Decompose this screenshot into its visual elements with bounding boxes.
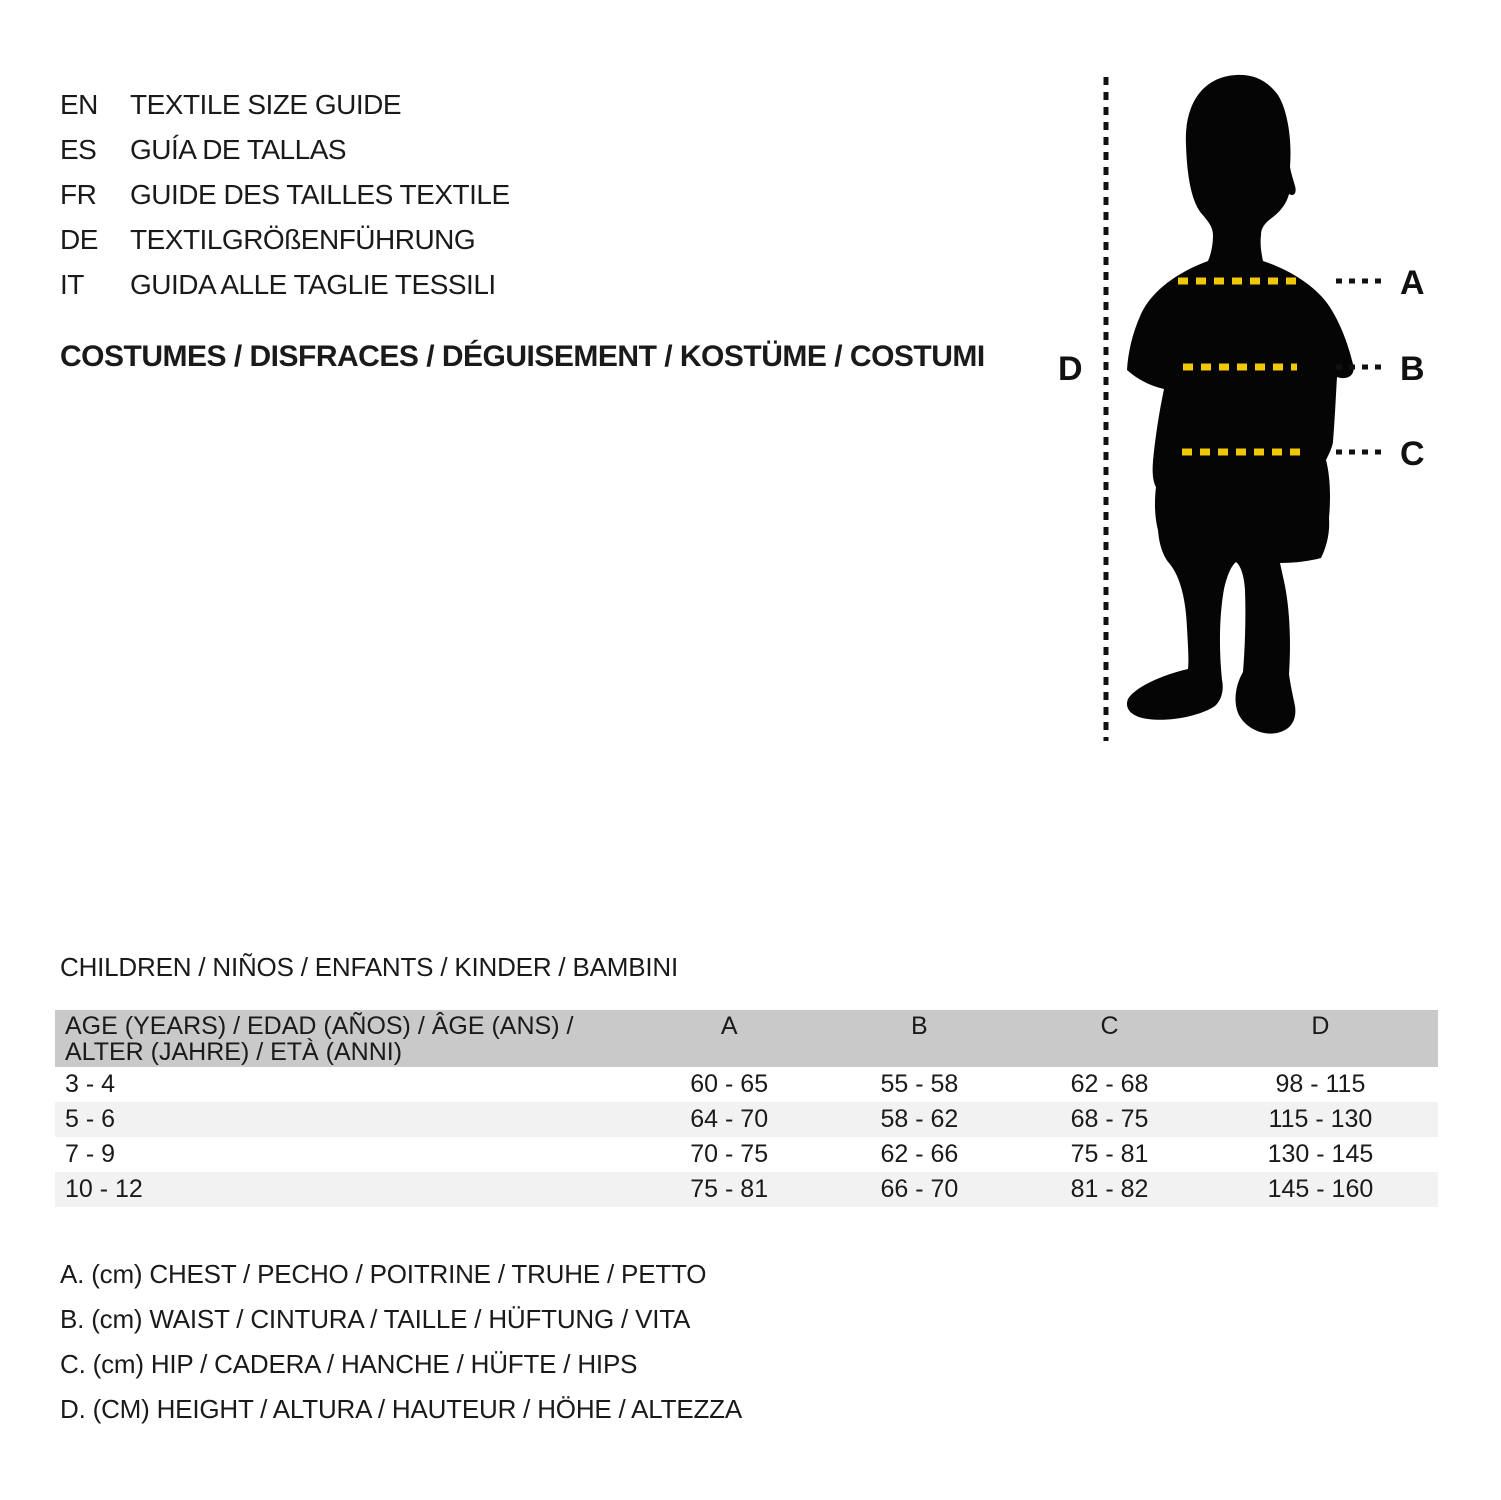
table-row [55,1067,1438,1102]
language-row-de [60,217,510,262]
column-header-a: A [636,1010,823,1067]
language-title: TEXTILGRÖßENFÜHRUNG [130,223,476,255]
legend-hip: C. (cm) HIP / CADERA / HANCHE / HÜFTE / HIPS [60,1349,638,1379]
waist-cell: 62 - 66 [880,1140,959,1168]
section-heading: CHILDREN / NIÑOS / ENFANTS / KINDER / BAMBINI [60,952,678,982]
language-title: GUÍA DE TALLAS [130,133,347,165]
language-row-en [60,82,510,127]
chest-cell: 70 - 75 [690,1140,769,1168]
language-code: EN [60,88,98,120]
chest-cell: 75 - 81 [690,1175,769,1203]
column-header-d: D [1203,1010,1438,1067]
language-title: GUIDE DES TAILLES TEXTILE [130,178,510,210]
column-header-age-line2: ALTER (JAHRE) / ETÀ (ANNI) [65,1038,403,1066]
hip-cell: 75 - 81 [1070,1140,1149,1168]
label-hip-c: C [1400,435,1425,473]
hip-cell: 81 - 82 [1070,1175,1149,1203]
height-cell: 98 - 115 [1275,1070,1366,1098]
language-row-it [60,262,510,307]
language-row-es [60,127,510,172]
language-code: FR [60,178,97,210]
column-header-b: B [823,1010,1017,1067]
column-header-age [55,1010,636,1067]
age-cell: 10 - 12 [65,1175,143,1203]
age-cell: 5 - 6 [65,1105,116,1133]
legend-waist: B. (cm) WAIST / CINTURA / TAILLE / HÜFTUNG / VITA [60,1304,691,1334]
waist-cell: 66 - 70 [880,1175,959,1203]
age-cell: 3 - 4 [65,1070,116,1098]
language-title: GUIDA ALLE TAGLIE TESSILI [130,268,496,300]
chest-cell: 60 - 65 [690,1070,769,1098]
table-row [55,1137,1438,1172]
column-header-c: C [1016,1010,1203,1067]
child-silhouette [1127,75,1354,734]
measurement-legend [60,1252,742,1432]
height-cell: 115 - 130 [1268,1105,1373,1133]
legend-height: D. (CM) HEIGHT / ALTURA / HAUTEUR / HÖHE / ALTEZZA [60,1394,742,1424]
language-title: TEXTILE SIZE GUIDE [130,88,402,120]
language-code: ES [60,133,97,165]
label-chest-a: A [1400,264,1425,302]
height-cell: 145 - 160 [1267,1175,1374,1203]
waist-cell: 58 - 62 [880,1105,959,1133]
table-row [55,1102,1438,1137]
hip-cell: 68 - 75 [1070,1105,1149,1133]
language-code: DE [60,223,98,255]
column-header-age-line1: AGE (YEARS) / EDAD (AÑOS) / ÂGE (ANS) / [65,1012,574,1040]
chest-cell: 64 - 70 [690,1105,769,1133]
child-silhouette-figure [1040,55,1500,760]
language-list [60,82,510,307]
height-cell: 130 - 145 [1267,1140,1374,1168]
waist-cell: 55 - 58 [880,1070,959,1098]
label-height-d: D [1058,350,1083,388]
language-row-fr [60,172,510,217]
legend-chest: A. (cm) CHEST / PECHO / POITRINE / TRUHE / PETTO [60,1259,707,1289]
table-row [55,1172,1438,1207]
age-cell: 7 - 9 [65,1140,116,1168]
category-line: COSTUMES / DISFRACES / DÉGUISEMENT / KOSTÜME / COSTUMI [60,340,985,373]
size-table [55,1010,1438,1207]
hip-cell: 62 - 68 [1070,1070,1149,1098]
label-waist-b: B [1400,350,1425,388]
language-code: IT [60,268,84,300]
table-header-row [55,1010,1438,1067]
